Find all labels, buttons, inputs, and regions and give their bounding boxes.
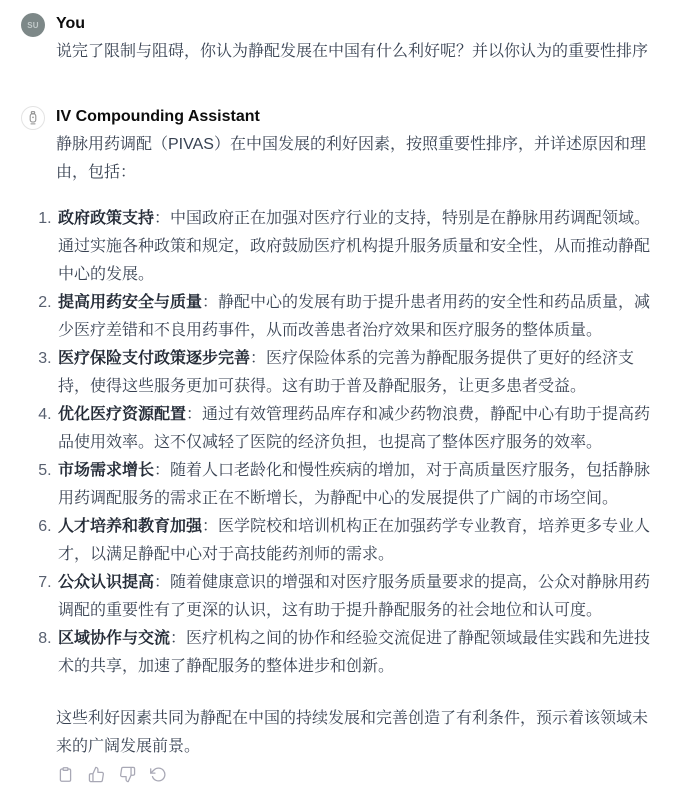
benefit-list-item: 5. 市场需求增长：随着人口老龄化和慢性疾病的增加，对于高质量医疗服务，包括静脉用药调配服务的需求正在不断增长，为静配中心的发展提供了广阔的市场空间。: [56, 457, 656, 513]
assistant-author-name: IV Compounding Assistant: [56, 108, 260, 125]
benefit-title: 医疗保险支付政策逐步完善: [58, 350, 251, 367]
benefit-list-item: 4. 优化医疗资源配置：通过有效管理药品库存和减少药物浪费，静配中心有助于提高药品使用效率。这不仅减轻了医院的经济负担，也提高了整体医疗服务的效率。: [56, 401, 656, 457]
message-actions-toolbar: [56, 765, 656, 784]
assistant-avatar: [21, 106, 45, 130]
assistant-closing-paragraph: 这些利好因素共同为静配在中国的持续发展和完善创造了有利条件，预示着该领域未来的广阔发展前景。: [56, 710, 649, 755]
thumbs-up-icon: [88, 766, 105, 783]
benefit-list-item: 8. 区域协作与交流：医疗机构之间的协作和经验交流促进了静配领域最佳实践和先进技术的共享，加速了静配服务的整体进步和创新。: [56, 625, 656, 681]
benefit-list-item: 2. 提高用药安全与质量：静配中心的发展有助于提升患者用药的安全性和药品质量，减少医疗差错和不良用药事件，从而改善患者治疗效果和医疗服务的整体质量。: [56, 289, 656, 345]
benefit-title: 提高用药安全与质量: [58, 294, 203, 311]
iv-bottle-icon: [25, 110, 41, 126]
assistant-intro-paragraph: 静脉用药调配（PIVAS）在中国发展的利好因素，按照重要性排序，并详述原因和理由，包括：: [56, 136, 646, 181]
benefit-list-item: 7. 公众认识提高：随着健康意识的增强和对医疗服务质量要求的提高，公众对静脉用药调配的重要性有了更深的认识，这有助于提升静配服务的社会地位和认可度。: [56, 569, 656, 625]
thumbs-up-button[interactable]: [87, 765, 106, 784]
user-avatar: [21, 13, 45, 37]
benefit-list-item: 1. 政府政策支持：中国政府正在加强对医疗行业的支持，特别是在静脉用药调配领域。通过实施各种政策和规定，政府鼓励医疗机构提升服务质量和安全性，从而推动静配中心的发展。: [56, 205, 656, 289]
benefit-title: 优化医疗资源配置: [58, 406, 187, 423]
thumbs-down-icon: [119, 766, 136, 783]
benefit-title: 人才培养和教育加强: [58, 518, 203, 535]
user-message-turn: [0, 13, 700, 66]
user-message-text: 说完了限制与阻碍，你认为静配发展在中国有什么利好呢？并以你认为的重要性排序: [56, 43, 649, 60]
benefit-title: 区域协作与交流: [58, 630, 171, 647]
assistant-message-turn: [0, 106, 700, 784]
clipboard-icon: [57, 766, 74, 783]
benefit-title: 公众认识提高: [58, 574, 155, 591]
copy-button[interactable]: [56, 765, 75, 784]
rotate-ccw-icon: [150, 766, 167, 783]
user-avatar-initials: SU: [27, 20, 39, 30]
benefit-list-item: 3. 医疗保险支付政策逐步完善：医疗保险体系的完善为静配服务提供了更好的经济支持，使得这些服务更加可获得。这有助于普及静配服务，让更多患者受益。: [56, 345, 656, 401]
benefit-title: 政府政策支持: [58, 210, 155, 227]
thumbs-down-button[interactable]: [118, 765, 137, 784]
benefit-title: 市场需求增长: [58, 462, 155, 479]
benefit-list-item: 6. 人才培养和教育加强：医学院校和培训机构正在加强药学专业教育，培养更多专业人才，以满足静配中心对于高技能药剂师的需求。: [56, 513, 656, 569]
regenerate-button[interactable]: [149, 765, 168, 784]
user-author-name: You: [56, 15, 86, 32]
benefits-list: [56, 205, 656, 681]
